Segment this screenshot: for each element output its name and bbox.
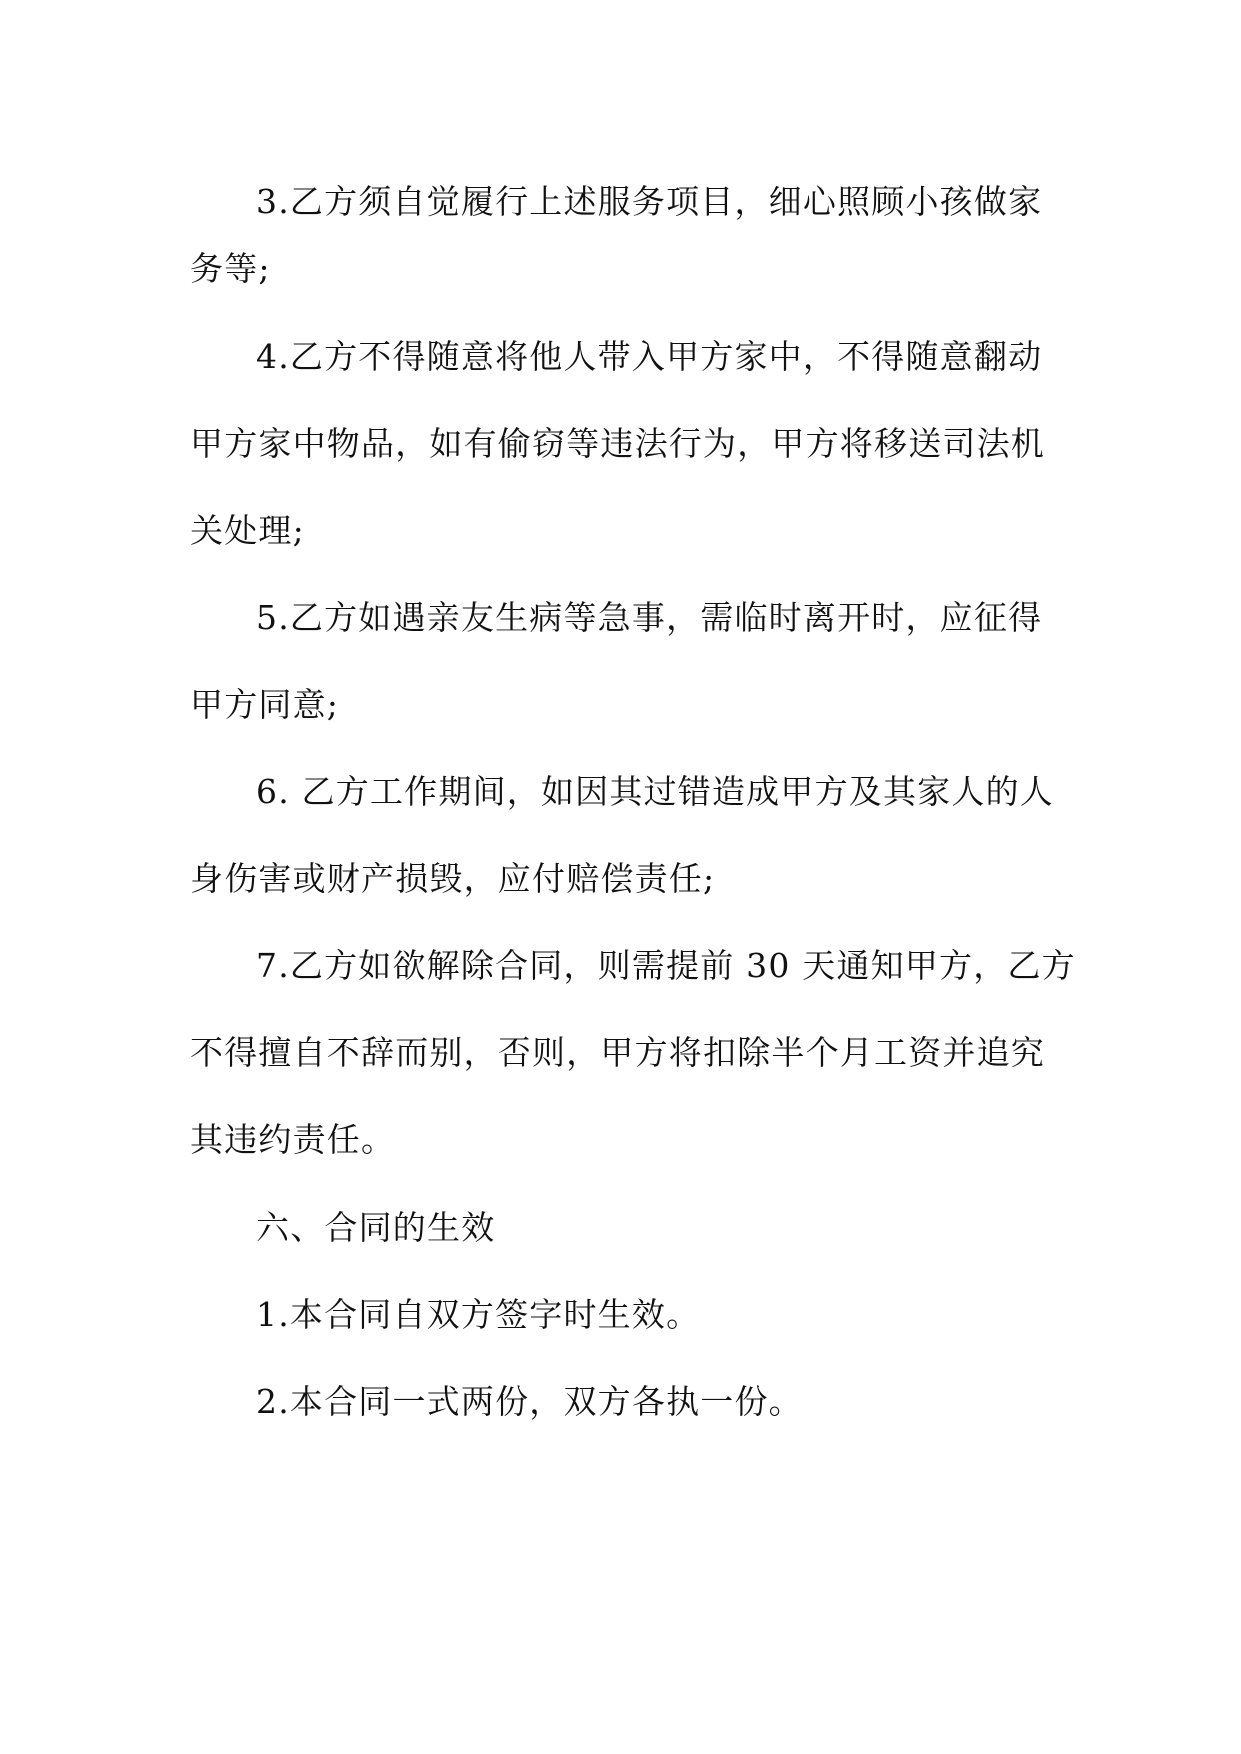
clause-5-line-2: 甲方同意; <box>190 685 340 724</box>
clause-6-line-1: 6. 乙方工作期间，如因其过错造成甲方及其家人的人 <box>256 772 1054 811</box>
effect-clause-1: 1.本合同自双方签字时生效。 <box>256 1295 701 1334</box>
section-heading: 六、合同的生效 <box>256 1208 496 1247</box>
clause-4-line-1: 4.乙方不得随意将他人带入甲方家中，不得随意翻动 <box>256 337 1043 376</box>
clause-7-line-3: 其违约责任。 <box>190 1120 396 1159</box>
clause-3-line-2: 务等; <box>190 249 271 288</box>
effect-clause-2: 2.本合同一式两份，双方各执一份。 <box>256 1382 803 1421</box>
clause-6-line-2: 身伤害或财产损毁，应付赔偿责任; <box>190 859 716 898</box>
clause-3-line-1: 3.乙方须自觉履行上述服务项目，细心照顾小孩做家 <box>256 182 1043 221</box>
clause-7-line-1: 7.乙方如欲解除合同，则需提前 30 天通知甲方，乙方 <box>256 946 1076 985</box>
clause-5-line-1: 5.乙方如遇亲友生病等急事，需临时离开时，应征得 <box>256 598 1043 637</box>
clause-4-line-3: 关处理; <box>190 511 305 550</box>
clause-7-line-2: 不得擅自不辞而别，否则，甲方将扣除半个月工资并追究 <box>190 1033 1045 1072</box>
clause-4-line-2: 甲方家中物品，如有偷窃等违法行为，甲方将移送司法机 <box>190 424 1045 463</box>
